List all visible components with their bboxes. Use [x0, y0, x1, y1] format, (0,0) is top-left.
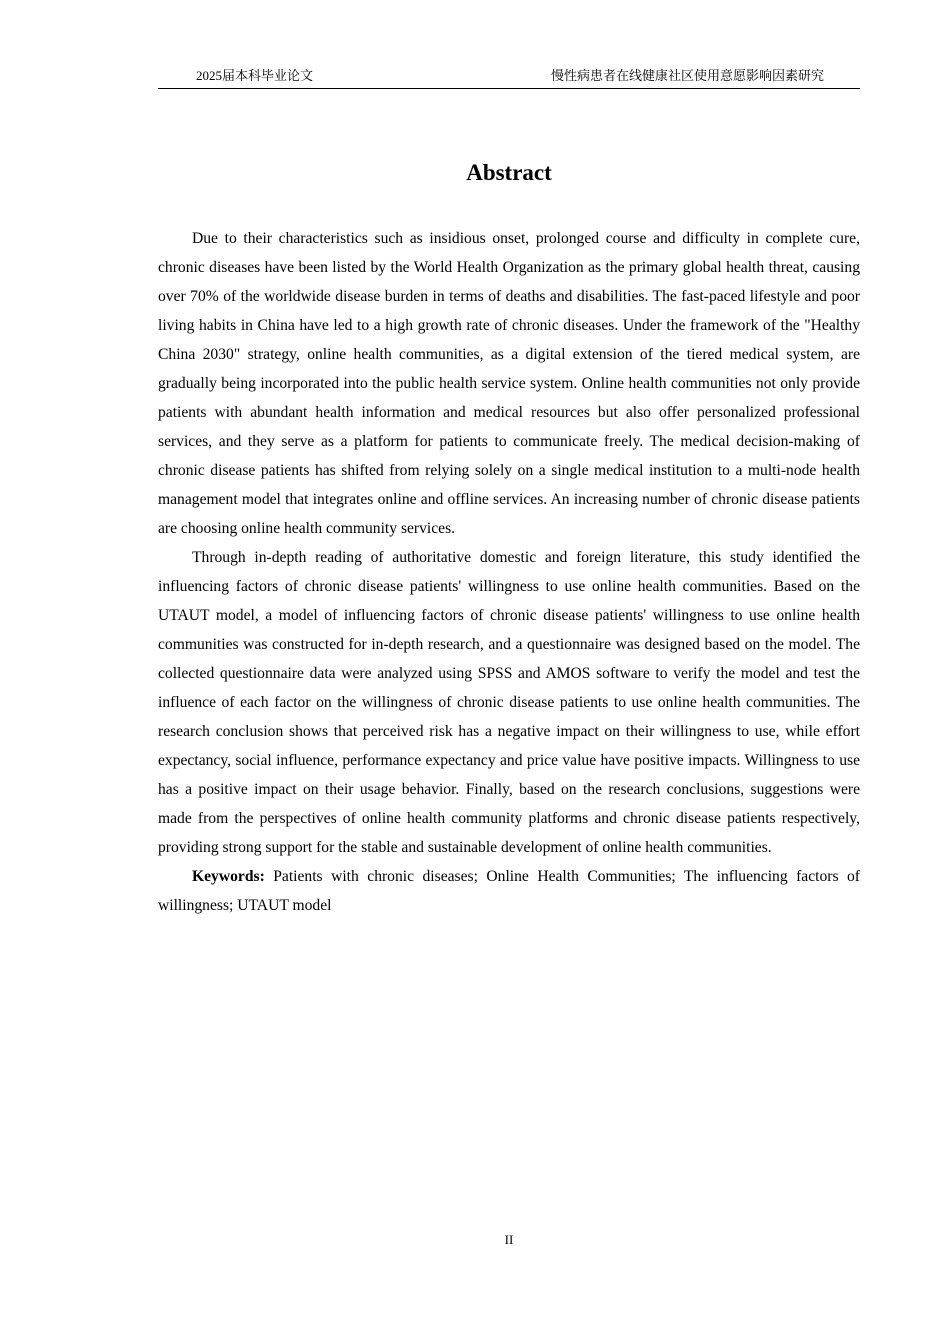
keywords-text: Patients with chronic diseases; Online Health Communities; The influencing factors of willingness; UTAUT model: [158, 868, 860, 914]
abstract-paragraph: Through in-depth reading of authoritative domestic and foreign literature, this study identified the influencing factors of chronic disease patients' willingness to use online health communities. Based on the UTAUT model, a model of influencing factors of chronic disease patients' willingness to use online health communities was constructed for in-depth research, and a questionnaire was designed based on the model. The collected questionnaire data were analyzed using SPSS and AMOS software to verify the model and test the influence of each factor on the willingness of chronic disease patients to use online health communities. The research conclusion shows that perceived risk has a negative impact on their willingness to use, while effort expectancy, social influence, performance expectancy and price value have positive impacts. Willingness to use has a positive impact on their usage behavior. Finally, based on the research conclusions, suggestions were made from the perspectives of online health community platforms and chronic disease patients respectively, providing strong support for the stable and sustainable development of online health communities.: [158, 549, 860, 856]
page-header: [158, 68, 860, 89]
keywords-paragraph: [158, 862, 860, 920]
header-left: 2025届本科毕业论文: [196, 68, 314, 83]
abstract-body: [158, 224, 860, 920]
header-right: 慢性病患者在线健康社区使用意愿影响因素研究: [550, 68, 824, 83]
abstract-title: Abstract: [466, 160, 552, 185]
page-number: II: [504, 1232, 514, 1247]
abstract-paragraph: Due to their characteristics such as insidious onset, prolonged course and difficulty in complete cure, chronic diseases have been listed by the World Health Organization as the primary global health threat, causing over 70% of the worldwide disease burden in terms of deaths and disabilities. The fast-paced lifestyle and poor living habits in China have led to a high growth rate of chronic diseases. Under the framework of the "Healthy China 2030" strategy, online health communities, as a digital extension of the tiered medical system, are gradually being incorporated into the public health service system. Online health communities not only provide patients with abundant health information and medical resources but also offer personalized professional services, and they serve as a platform for patients to communicate freely. The medical decision-making of chronic disease patients has shifted from relying solely on a single medical institution to a multi-node health management model that integrates online and offline services. An increasing number of chronic disease patients are choosing online health community services.: [158, 230, 860, 537]
keywords-label: Keywords:: [192, 868, 265, 885]
